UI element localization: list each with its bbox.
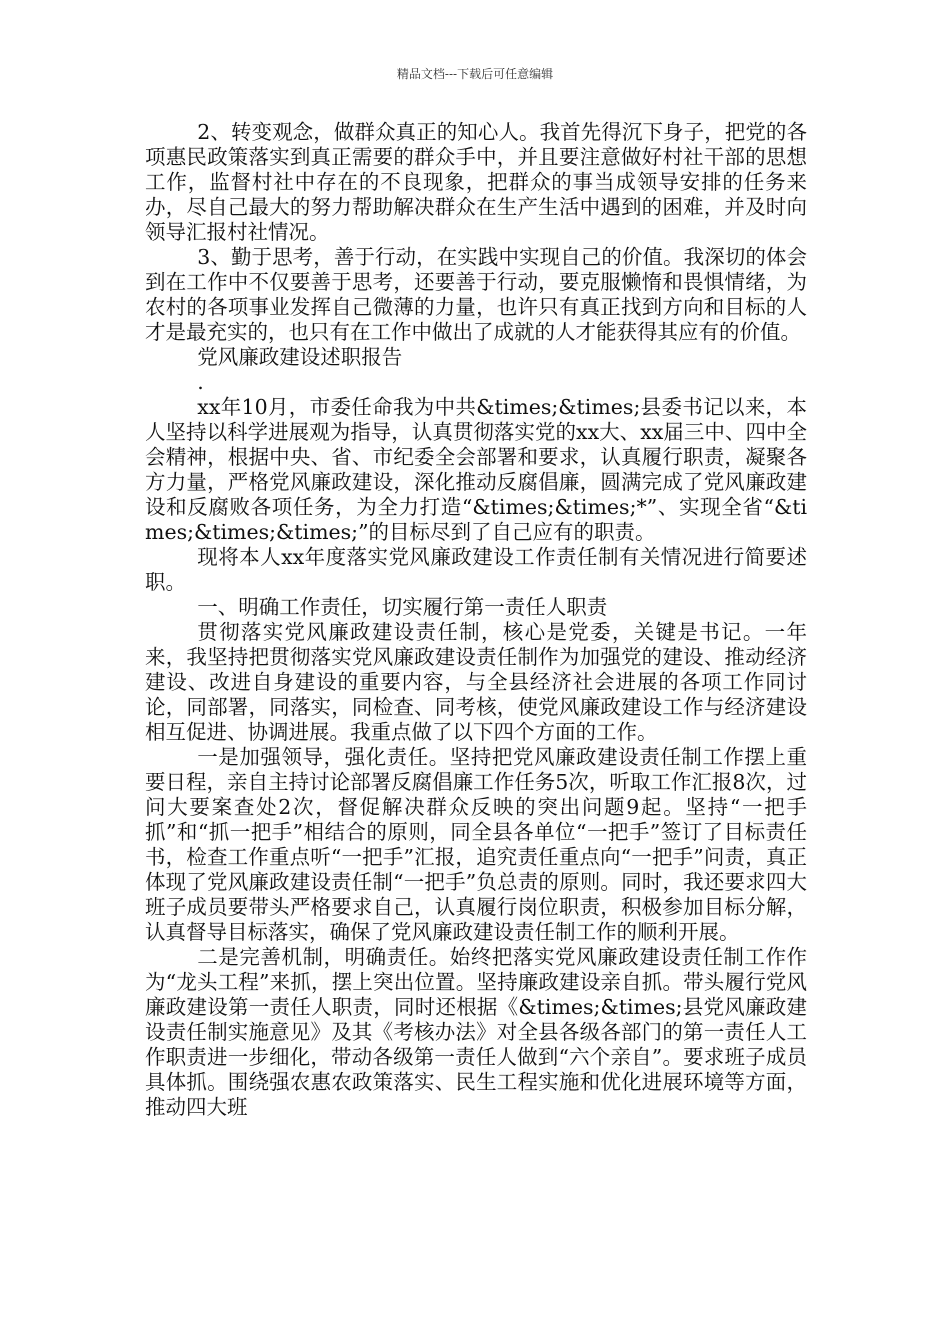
- paragraph: 现将本人xx年度落实党风廉政建设工作责任制有关情况进行简要述职。: [145, 545, 807, 594]
- paragraph: 二是完善机制，明确责任。始终把落实党风廉政建设责任制工作作为“龙头工程”来抓，摆上突出位置。坚持廉政建设亲自抓。带头履行党风廉政建设第一责任人职责，同时还根据《&times;&times;县党风廉政建设责任制实施意见》及其《考核办法》对全县各级各部门的第一责任人工作职责进一步细化，带动各级第一责任人做到“六个亲自”。要求班子成员具体抓。围绕强农惠农政策落实、民生工程实施和优化进展环境等方面，推动四大班: [145, 945, 807, 1119]
- page-header: 精品文档---下载后可任意编辑: [396, 67, 554, 81]
- paragraph: xx年10月，市委任命我为中共&times;&times;县委书记以来，本人坚持以科学进展观为指导，认真贯彻落实党的xx大、xx届三中、四中全会精神，根据中央、省、市纪委全会部署和要求，认真履行职责，凝聚各方力量，严格党风廉政建设，深化推动反腐倡廉，圆满完成了党风廉政建设和反腐败各项任务，为全力打造“&times;&times;*”、实现全省“&times;&times;&times;”的目标尽到了自己应有的职责。: [145, 395, 807, 544]
- paragraph-dot: .: [197, 370, 204, 394]
- paragraph: 一是加强领导，强化责任。坚持把党风廉政建设责任制工作摆上重要日程，亲自主持讨论部署反腐倡廉工作任务5次，听取工作汇报8次，过问大要案查处2次，督促解决群众反映的突出问题9起。坚持“一把手抓”和“抓一把手”相结合的原则，同全县各单位“一把手”签订了目标责任书，检查工作重点听“一把手”汇报，追究责任重点向“一把手”问责，真正体现了党风廉政建设责任制“一把手”负总责的原则。同时，我还要求四大班子成员要带头严格要求自己，认真履行岗位职责，积极参加目标分解，认真督导目标落实，确保了党风廉政建设责任制工作的顺利开展。: [145, 745, 807, 944]
- paragraph: 贯彻落实党风廉政建设责任制，核心是党委，关键是书记。一年来，我坚持把贯彻落实党风廉政建设责任制作为加强党的建设、推动经济建设、改进自身建设的重要内容，与全县经济社会进展的各项工作同讨论，同部署，同落实，同检查、同考核，使党风廉政建设工作与经济建设相互促进、协调进展。我重点做了以下四个方面的工作。: [145, 620, 807, 744]
- paragraph: 3、勤于思考，善于行动，在实践中实现自己的价值。我深切的体会到在工作中不仅要善于思考，还要善于行动，要克服懒惰和畏惧情绪，为农村的各项事业发挥自己微薄的力量，也许只有真正找到方向和目标的人才是最充实的，也只有在工作中做出了成就的人才能获得其应有的价值。: [145, 245, 807, 344]
- section-heading: 一、明确工作责任，切实履行第一责任人职责: [197, 595, 608, 619]
- document-body: [145, 120, 807, 1120]
- paragraph: 2、转变观念，做群众真正的知心人。我首先得沉下身子，把党的各项惠民政策落实到真正需要的群众手中，并且要注意做好村社干部的思想工作，监督村社中存在的不良现象，把群众的事当成领导安排的任务来办，尽自己最大的努力帮助解决群众在生产生活中遇到的困难，并及时向领导汇报村社情况。: [145, 120, 807, 244]
- section-title: 党风廉政建设述职报告: [197, 345, 403, 369]
